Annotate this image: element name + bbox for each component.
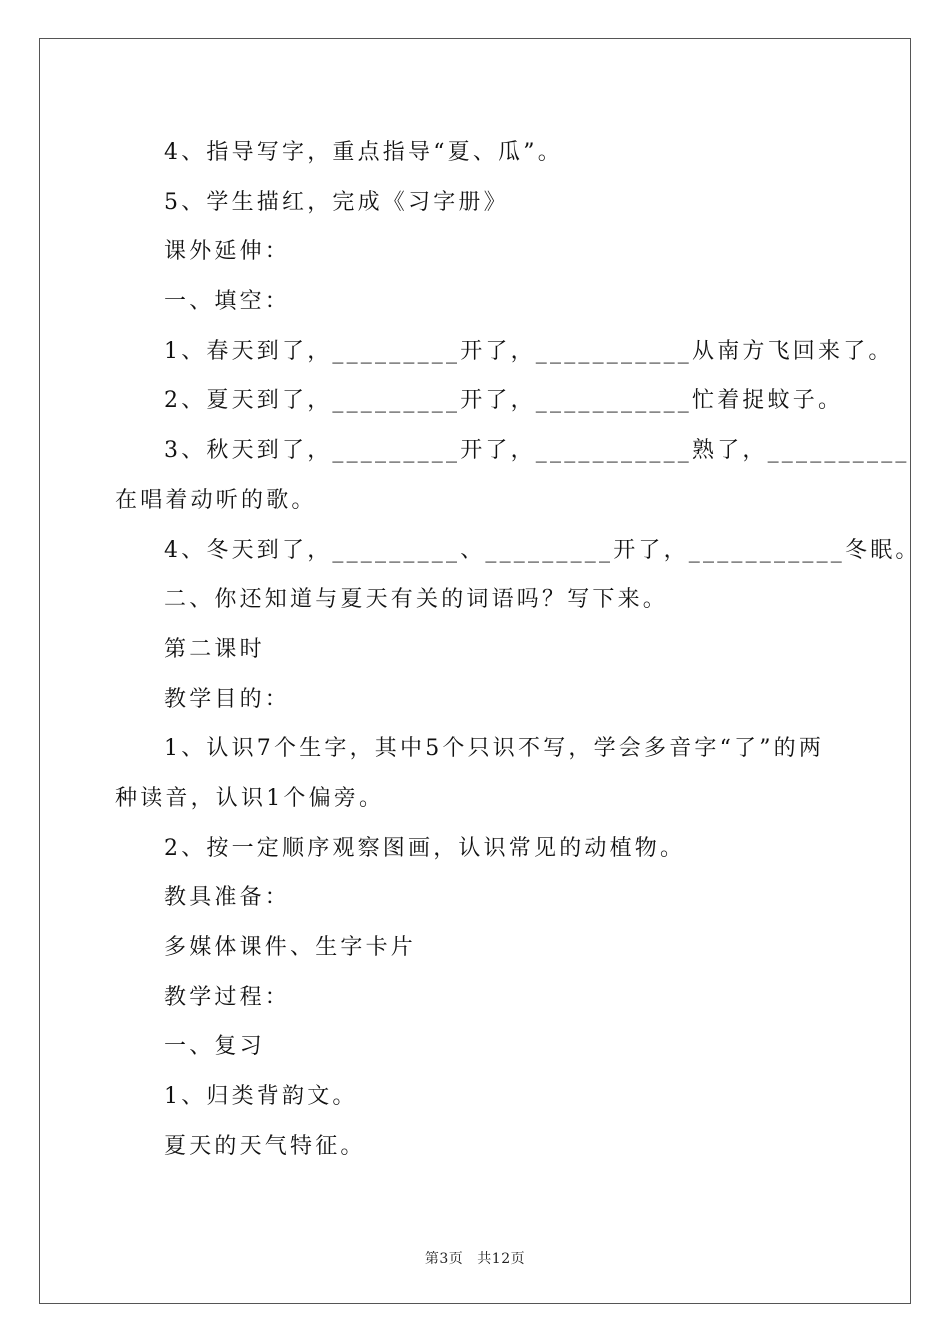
text-line: 多媒体课件、生字卡片 xyxy=(164,935,417,960)
text-line-continuation: 在唱着动听的歌。 xyxy=(115,487,317,513)
text-line: 二、你还知道与夏天有关的词语吗？写下来。 xyxy=(164,587,669,613)
text-line: 2、按一定顺序观察图画，认识常见的动植物。 xyxy=(164,835,686,861)
text-line: 1、归类背韵文。 xyxy=(164,1084,358,1110)
total-pages: 共12页 xyxy=(477,1251,526,1267)
section-heading: 一、填空： xyxy=(164,289,291,315)
text-line: 4、指导写字，重点指导“夏、瓜”。 xyxy=(164,140,563,165)
text-line: 夏天的天气特征。 xyxy=(164,1133,366,1159)
text-line-continuation: 种读音，认识1个偏旁。 xyxy=(115,785,385,811)
fill-blank-line: 1、春天到了，_________开了，___________从南方飞回来了。 xyxy=(164,338,894,364)
section-heading: 一、复习 xyxy=(164,1034,265,1060)
fill-blank-line: 2、夏天到了，_________开了，___________忙着捉蚊子。 xyxy=(164,388,844,414)
fill-blank-line: 3、秋天到了，_________开了，___________熟了，__________ xyxy=(164,438,910,464)
page-number: 第3页 xyxy=(424,1251,464,1267)
section-heading: 教具准备： xyxy=(164,885,291,911)
section-heading: 课外延伸： xyxy=(164,239,291,265)
section-heading: 教学过程： xyxy=(164,984,291,1010)
section-heading: 第二课时 xyxy=(164,636,265,662)
text-line: 1、认识7个生字，其中5个只识不写，学会多音字“了”的两 xyxy=(164,736,825,762)
page-footer xyxy=(0,1248,950,1268)
text-line: 5、学生描红，完成《习字册》 xyxy=(164,189,509,215)
section-heading: 教学目的： xyxy=(164,686,291,712)
document-body xyxy=(115,128,921,1171)
fill-blank-line: 4、冬天到了，_________、_________开了，___________冬眠。 xyxy=(164,537,921,563)
